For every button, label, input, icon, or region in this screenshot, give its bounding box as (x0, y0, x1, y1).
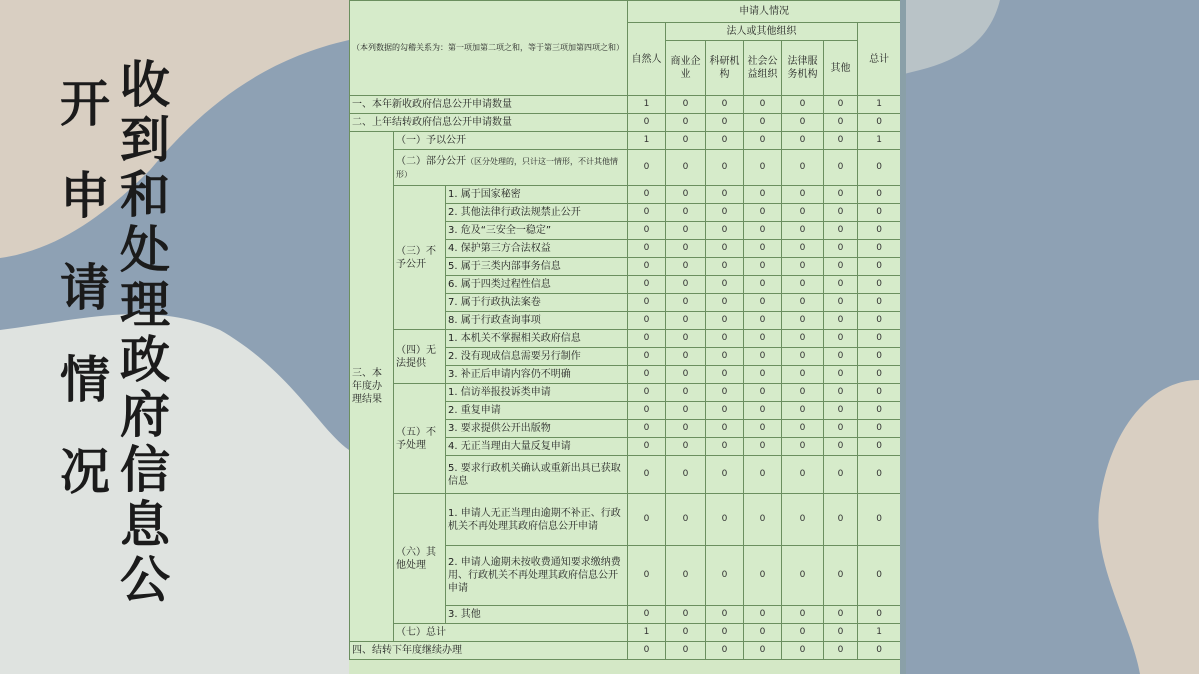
carried-over-value: 0 (666, 114, 706, 132)
cannot-provide-item-value: 0 (666, 330, 706, 348)
table-row (350, 186, 901, 204)
other-processing-item-label: 3. 其他 (446, 606, 628, 624)
cannot-provide-item-value: 0 (706, 348, 744, 366)
not-processed-item-value: 0 (858, 384, 900, 402)
not-processed-item-value: 0 (744, 456, 782, 494)
other-processing-item-value: 0 (666, 494, 706, 546)
other-processing-item-value: 0 (744, 606, 782, 624)
not-disclosed-item-value: 0 (782, 204, 824, 222)
not-disclosed-item-value: 0 (858, 240, 900, 258)
other-processing-item-value: 0 (858, 606, 900, 624)
title-column-2 (60, 58, 110, 518)
not-processed-item-value: 0 (666, 384, 706, 402)
not-disclosed-item-value: 0 (666, 240, 706, 258)
header-business: 商业企业 (666, 41, 706, 96)
title-char: 申 (60, 167, 110, 225)
other-processing-item-value: 0 (744, 494, 782, 546)
table-row (350, 132, 901, 150)
not-disclosed-item-value: 0 (666, 294, 706, 312)
partial-disclosure-value: 0 (628, 150, 666, 186)
partial-disclosure-label: （二）部分公开 (396, 155, 466, 167)
header-legal-service: 法律服务机构 (782, 41, 824, 96)
not-disclosed-item-value: 0 (706, 312, 744, 330)
not-processed-item-value: 0 (628, 420, 666, 438)
not-processed-item-value: 0 (706, 456, 744, 494)
cannot-provide-item-value: 0 (824, 330, 858, 348)
carry-next-year-value: 0 (628, 642, 666, 660)
title-char: 息 (120, 496, 170, 554)
not-disclosed-item-label: 5. 属于三类内部事务信息 (446, 258, 628, 276)
table-note: （本列数据的勾稽关系为：第一项加第二项之和，等于第三项加第四项之和） (350, 1, 628, 96)
table-row (350, 330, 901, 348)
cannot-provide-item-value: 0 (858, 330, 900, 348)
cannot-provide-item-value: 0 (782, 366, 824, 384)
new-applications-value: 0 (666, 96, 706, 114)
not-disclosed-item-value: 0 (744, 240, 782, 258)
not-processed-item-value: 0 (666, 402, 706, 420)
not-disclosed-item-value: 0 (858, 276, 900, 294)
title-char: 情 (60, 351, 110, 409)
not-disclosed-item-value: 0 (666, 204, 706, 222)
not-disclosed-item-value: 0 (628, 258, 666, 276)
not-processed-item-value: 0 (782, 438, 824, 456)
carried-over-value: 0 (744, 114, 782, 132)
not-processed-item-value: 0 (744, 384, 782, 402)
carry-next-year-value: 0 (858, 642, 900, 660)
other-processing-item-value: 0 (858, 546, 900, 606)
new-applications-value: 1 (628, 96, 666, 114)
not-disclosed-item-value: 0 (858, 204, 900, 222)
not-disclosed-item-value: 0 (782, 276, 824, 294)
not-processed-item-value: 0 (628, 402, 666, 420)
not-processed-item-value: 0 (782, 402, 824, 420)
table-row (350, 114, 901, 132)
full-disclosure-value: 0 (782, 132, 824, 150)
not-processed-item-value: 0 (782, 456, 824, 494)
title-char: 开 (60, 75, 110, 133)
not-disclosed-item-label: 4. 保护第三方合法权益 (446, 240, 628, 258)
not-processed-item-value: 0 (782, 384, 824, 402)
title-char: 到 (120, 111, 170, 169)
total-value: 1 (628, 624, 666, 642)
not-processed-item-value: 0 (628, 456, 666, 494)
other-processing-item-value: 0 (706, 606, 744, 624)
other-processing-item-value: 0 (744, 546, 782, 606)
full-disclosure-value: 0 (824, 132, 858, 150)
not-processed-item-value: 0 (666, 438, 706, 456)
table-row (350, 150, 901, 186)
not-disclosed-item-value: 0 (706, 294, 744, 312)
table-row (350, 624, 901, 642)
section-results-label: 三、本年度办理结果 (350, 132, 394, 642)
not-disclosed-item-value: 0 (744, 204, 782, 222)
other-processing-item-label: 2. 申请人逾期未按收费通知要求缴纳费用、行政机关不再处理其政府信息公开申请 (446, 546, 628, 606)
cannot-provide-item-value: 0 (706, 366, 744, 384)
not-disclosed-group-label: （三）不予公开 (394, 186, 446, 330)
row-total: （七）总计 (394, 624, 628, 642)
not-disclosed-item-label: 6. 属于四类过程性信息 (446, 276, 628, 294)
new-applications-value: 0 (782, 96, 824, 114)
not-processed-item-value: 0 (744, 438, 782, 456)
not-disclosed-item-value: 0 (824, 276, 858, 294)
not-processed-item-value: 0 (824, 384, 858, 402)
not-disclosed-item-value: 0 (706, 222, 744, 240)
title-char: 收 (120, 56, 170, 114)
other-processing-item-value: 0 (824, 606, 858, 624)
not-processed-item-label: 5. 要求行政机关确认或重新出具已获取信息 (446, 456, 628, 494)
not-disclosed-item-value: 0 (628, 312, 666, 330)
cannot-provide-item-value: 0 (744, 366, 782, 384)
cannot-provide-item-value: 0 (858, 366, 900, 384)
table-row (350, 642, 901, 660)
cannot-provide-item-value: 0 (666, 348, 706, 366)
cannot-provide-item-value: 0 (744, 330, 782, 348)
not-disclosed-item-value: 0 (858, 258, 900, 276)
title-char: 况 (60, 443, 110, 501)
other-processing-item-value: 0 (628, 494, 666, 546)
cannot-provide-item-label: 1. 本机关不掌握相关政府信息 (446, 330, 628, 348)
cannot-provide-item-value: 0 (628, 348, 666, 366)
full-disclosure-value: 0 (706, 132, 744, 150)
other-processing-item-value: 0 (628, 606, 666, 624)
not-processed-item-value: 0 (782, 420, 824, 438)
not-disclosed-item-value: 0 (744, 276, 782, 294)
not-processed-group-label: （五）不予处理 (394, 384, 446, 494)
not-disclosed-item-value: 0 (858, 294, 900, 312)
table-edge (900, 0, 906, 674)
not-disclosed-item-label: 7. 属于行政执法案卷 (446, 294, 628, 312)
not-disclosed-item-value: 0 (628, 294, 666, 312)
other-processing-item-label: 1. 申请人无正当理由逾期不补正、行政机关不再处理其政府信息公开申请 (446, 494, 628, 546)
carry-next-year-value: 0 (744, 642, 782, 660)
not-disclosed-item-value: 0 (744, 222, 782, 240)
title-column-1 (120, 58, 170, 608)
carried-over-value: 0 (824, 114, 858, 132)
not-disclosed-item-value: 0 (744, 258, 782, 276)
not-disclosed-item-value: 0 (628, 222, 666, 240)
not-disclosed-item-value: 0 (824, 204, 858, 222)
cannot-provide-item-value: 0 (744, 348, 782, 366)
full-disclosure-value: 0 (744, 132, 782, 150)
new-applications-value: 1 (858, 96, 900, 114)
not-disclosed-item-value: 0 (782, 258, 824, 276)
cannot-provide-item-value: 0 (628, 366, 666, 384)
not-processed-item-value: 0 (628, 384, 666, 402)
carry-next-year-value: 0 (666, 642, 706, 660)
cannot-provide-item-value: 0 (824, 348, 858, 366)
not-processed-item-label: 1. 信访举报投诉类申请 (446, 384, 628, 402)
other-processing-item-value: 0 (666, 606, 706, 624)
not-disclosed-item-value: 0 (666, 222, 706, 240)
header-total: 总计 (858, 23, 900, 96)
not-processed-item-value: 0 (706, 438, 744, 456)
not-processed-item-label: 3. 要求提供公开出版物 (446, 420, 628, 438)
table-row (350, 494, 901, 546)
full-disclosure-value: 0 (666, 132, 706, 150)
total-value: 0 (666, 624, 706, 642)
header-public-welfare: 社会公益组织 (744, 41, 782, 96)
not-processed-item-value: 0 (858, 402, 900, 420)
not-disclosed-item-value: 0 (782, 240, 824, 258)
title-char: 和 (120, 166, 170, 224)
not-disclosed-item-label: 2. 其他法律行政法规禁止公开 (446, 204, 628, 222)
other-processing-item-value: 0 (706, 494, 744, 546)
cannot-provide-item-label: 2. 没有现成信息需要另行制作 (446, 348, 628, 366)
carried-over-value: 0 (706, 114, 744, 132)
not-disclosed-item-value: 0 (666, 258, 706, 276)
other-processing-item-value: 0 (782, 546, 824, 606)
cannot-provide-item-value: 0 (628, 330, 666, 348)
partial-disclosure-note: （区分处理的，只计这一情形，不计其他情形） (396, 156, 618, 179)
not-disclosed-item-value: 0 (858, 222, 900, 240)
not-disclosed-item-value: 0 (628, 276, 666, 294)
not-disclosed-item-value: 0 (706, 276, 744, 294)
header-natural-person: 自然人 (628, 23, 666, 96)
new-applications-value: 0 (744, 96, 782, 114)
title-char: 理 (120, 276, 170, 334)
other-processing-item-value: 0 (706, 546, 744, 606)
not-processed-item-value: 0 (824, 402, 858, 420)
partial-disclosure-value: 0 (706, 150, 744, 186)
not-disclosed-item-value: 0 (858, 186, 900, 204)
not-processed-item-value: 0 (858, 456, 900, 494)
carried-over-value: 0 (628, 114, 666, 132)
not-processed-item-value: 0 (858, 420, 900, 438)
not-disclosed-item-value: 0 (666, 276, 706, 294)
not-disclosed-item-value: 0 (744, 312, 782, 330)
not-disclosed-item-value: 0 (782, 222, 824, 240)
carry-next-year-value: 0 (782, 642, 824, 660)
not-processed-item-value: 0 (666, 456, 706, 494)
not-processed-item-value: 0 (628, 438, 666, 456)
carry-next-year-value: 0 (824, 642, 858, 660)
cannot-provide-item-label: 3. 补正后申请内容仍不明确 (446, 366, 628, 384)
cannot-provide-item-value: 0 (666, 366, 706, 384)
not-disclosed-item-value: 0 (628, 186, 666, 204)
total-value: 0 (706, 624, 744, 642)
cannot-provide-item-value: 0 (706, 330, 744, 348)
not-disclosed-item-value: 0 (666, 312, 706, 330)
other-processing-item-value: 0 (824, 494, 858, 546)
title-char: 府 (120, 386, 170, 444)
not-processed-item-value: 0 (744, 420, 782, 438)
title-char: 请 (60, 259, 110, 317)
not-disclosed-item-value: 0 (824, 258, 858, 276)
cannot-provide-group-label: （四）无法提供 (394, 330, 446, 384)
not-disclosed-item-label: 3. 危及“三安全一稳定” (446, 222, 628, 240)
not-disclosed-item-value: 0 (628, 204, 666, 222)
not-disclosed-item-value: 0 (824, 240, 858, 258)
title-char: 信 (120, 441, 170, 499)
table-row (350, 384, 901, 402)
not-processed-item-value: 0 (706, 384, 744, 402)
carried-over-value: 0 (782, 114, 824, 132)
not-disclosed-item-value: 0 (666, 186, 706, 204)
not-processed-item-value: 0 (824, 456, 858, 494)
not-disclosed-item-value: 0 (782, 312, 824, 330)
not-disclosed-item-value: 0 (706, 240, 744, 258)
partial-disclosure-value: 0 (744, 150, 782, 186)
not-processed-item-value: 0 (706, 402, 744, 420)
not-disclosed-item-value: 0 (782, 186, 824, 204)
title-char: 公 (120, 551, 170, 609)
not-processed-item-value: 0 (666, 420, 706, 438)
cannot-provide-item-value: 0 (782, 330, 824, 348)
header-research: 科研机构 (706, 41, 744, 96)
row-carried-over: 二、上年结转政府信息公开申请数量 (350, 114, 628, 132)
carry-next-year-value: 0 (706, 642, 744, 660)
row-full-disclosure: （一）予以公开 (394, 132, 628, 150)
not-disclosed-item-value: 0 (782, 294, 824, 312)
total-value: 0 (824, 624, 858, 642)
not-disclosed-item-label: 1. 属于国家秘密 (446, 186, 628, 204)
row-new-applications: 一、本年新收政府信息公开申请数量 (350, 96, 628, 114)
not-processed-item-value: 0 (858, 438, 900, 456)
other-processing-item-value: 0 (782, 606, 824, 624)
total-value: 0 (782, 624, 824, 642)
not-disclosed-item-value: 0 (744, 186, 782, 204)
not-disclosed-item-value: 0 (744, 294, 782, 312)
cannot-provide-item-value: 0 (782, 348, 824, 366)
partial-disclosure-value: 0 (782, 150, 824, 186)
table-row (350, 96, 901, 114)
other-processing-group-label: （六）其他处理 (394, 494, 446, 624)
row-partial-disclosure (394, 150, 628, 186)
not-processed-item-label: 2. 重复申请 (446, 402, 628, 420)
total-value: 1 (858, 624, 900, 642)
not-processed-item-value: 0 (744, 402, 782, 420)
row-carry-next-year: 四、结转下年度继续办理 (350, 642, 628, 660)
new-applications-value: 0 (706, 96, 744, 114)
not-disclosed-item-label: 8. 属于行政查询事项 (446, 312, 628, 330)
not-disclosed-item-value: 0 (824, 186, 858, 204)
not-disclosed-item-value: 0 (706, 204, 744, 222)
not-disclosed-item-value: 0 (824, 312, 858, 330)
other-processing-item-value: 0 (782, 494, 824, 546)
other-processing-item-value: 0 (824, 546, 858, 606)
not-processed-item-value: 0 (706, 420, 744, 438)
not-disclosed-item-value: 0 (706, 186, 744, 204)
not-disclosed-item-value: 0 (706, 258, 744, 276)
new-applications-value: 0 (824, 96, 858, 114)
header-applicant: 申请人情况 (628, 1, 900, 23)
partial-disclosure-value: 0 (858, 150, 900, 186)
not-disclosed-item-value: 0 (824, 222, 858, 240)
not-processed-item-value: 0 (824, 438, 858, 456)
not-processed-item-value: 0 (824, 420, 858, 438)
partial-disclosure-value: 0 (666, 150, 706, 186)
other-processing-item-value: 0 (666, 546, 706, 606)
header-legal-orgs: 法人或其他组织 (666, 23, 858, 41)
carried-over-value: 0 (858, 114, 900, 132)
total-value: 0 (744, 624, 782, 642)
other-processing-item-value: 0 (628, 546, 666, 606)
partial-disclosure-value: 0 (824, 150, 858, 186)
other-processing-item-value: 0 (858, 494, 900, 546)
not-disclosed-item-value: 0 (858, 312, 900, 330)
title-char: 政 (120, 331, 170, 389)
not-disclosed-item-value: 0 (628, 240, 666, 258)
cannot-provide-item-value: 0 (858, 348, 900, 366)
full-disclosure-value: 1 (858, 132, 900, 150)
disclosure-table (349, 0, 900, 674)
full-disclosure-value: 1 (628, 132, 666, 150)
not-disclosed-item-value: 0 (824, 294, 858, 312)
not-processed-item-label: 4. 无正当理由大量反复申请 (446, 438, 628, 456)
header-other: 其他 (824, 41, 858, 96)
title-char: 处 (120, 221, 170, 279)
cannot-provide-item-value: 0 (824, 366, 858, 384)
